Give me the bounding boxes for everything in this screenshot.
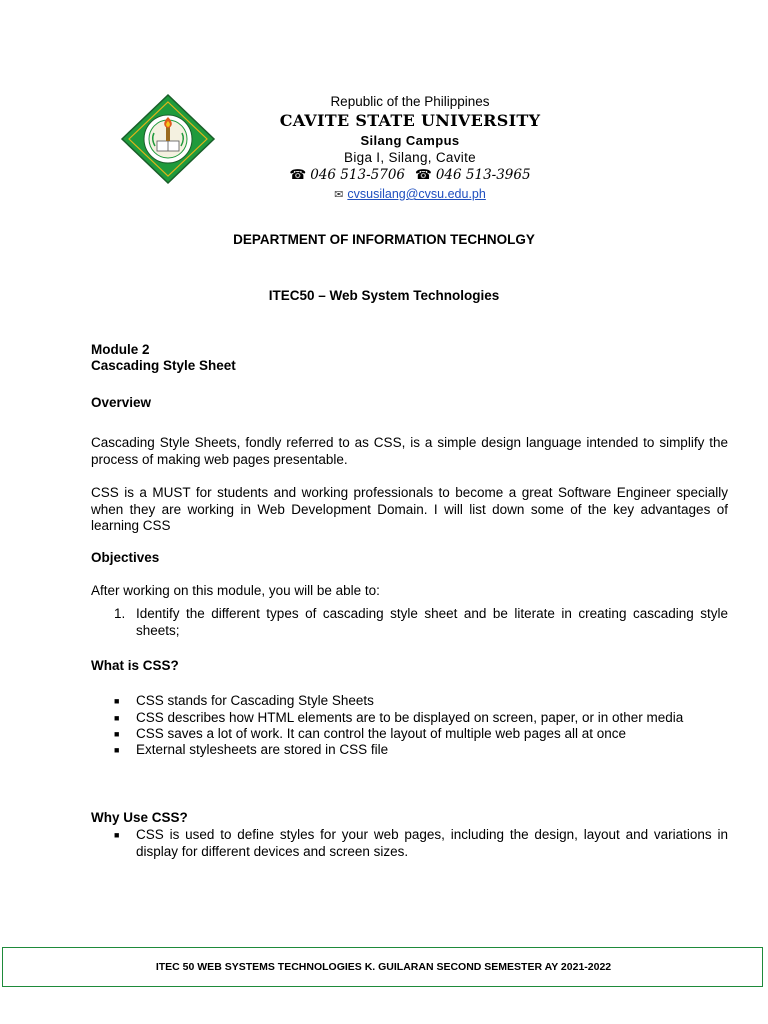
course-title: ITEC50 – Web System Technologies bbox=[268, 288, 500, 303]
bullet-icon: ■ bbox=[114, 713, 120, 723]
list-item: CSS saves a lot of work. It can control the layout of multiple web pages all at once bbox=[136, 726, 627, 741]
phone-icon: ☎ bbox=[415, 167, 432, 183]
department-title: DEPARTMENT OF INFORMATION TECHNOLGY bbox=[233, 232, 535, 247]
bullet-icon: ■ bbox=[114, 729, 120, 739]
university-name: CAVITE STATE UNIVERSITY bbox=[279, 111, 541, 130]
overview-paragraph-1: Cascading Style Sheets, fondly referred to as CSS, is a simple design language intended to simplify the process of making web pages presentable. bbox=[91, 435, 728, 467]
objectives-heading: Objectives bbox=[91, 550, 160, 565]
campus-name: Silang Campus bbox=[360, 133, 460, 148]
email-line bbox=[190, 187, 630, 201]
email-link[interactable]: cvsusilang@cvsu.edu.ph bbox=[347, 187, 486, 201]
phone-number-1: 046 513-5706 bbox=[310, 167, 405, 183]
phone-icon: ☎ bbox=[289, 167, 307, 183]
module-title: Cascading Style Sheet bbox=[91, 358, 236, 373]
overview-heading: Overview bbox=[91, 395, 152, 410]
objective-number: 1. bbox=[114, 606, 126, 621]
phone-line bbox=[190, 167, 630, 183]
footer-box bbox=[2, 947, 763, 987]
objective-item: Identify the different types of cascading style sheet and be literate in creating cascading style sheets; bbox=[136, 606, 728, 638]
phone-number-2: 046 513-3965 bbox=[435, 167, 531, 183]
list-item: CSS describes how HTML elements are to be displayed on screen, paper, or in other media bbox=[136, 710, 684, 725]
footer-text: ITEC 50 WEB SYSTEMS TECHNOLOGIES K. GUILARAN SECOND SEMESTER AY 2021-2022 bbox=[155, 961, 612, 973]
list-item: CSS is used to define styles for your web pages, including the design, layout and variations in display for different devices and screen sizes. bbox=[136, 827, 728, 859]
objectives-intro: After working on this module, you will be able to: bbox=[91, 583, 380, 598]
envelope-icon: ✉ bbox=[334, 189, 344, 201]
bullet-icon: ■ bbox=[114, 830, 120, 840]
campus-address: Biga I, Silang, Cavite bbox=[344, 150, 476, 165]
bullet-icon: ■ bbox=[114, 745, 120, 755]
module-number: Module 2 bbox=[91, 342, 150, 357]
why-use-css-heading: Why Use CSS? bbox=[91, 810, 188, 825]
overview-paragraph-2: CSS is a MUST for students and working professionals to become a great Software Engineer specially when they are working in Web Development Domain. I will list down some of the key advantages of learning CSS bbox=[91, 485, 728, 533]
list-item: CSS stands for Cascading Style Sheets bbox=[136, 693, 374, 708]
bullet-icon: ■ bbox=[114, 696, 120, 706]
republic-line: Republic of the Philippines bbox=[330, 94, 490, 109]
list-item: External stylesheets are stored in CSS file bbox=[136, 742, 389, 757]
what-is-css-heading: What is CSS? bbox=[91, 658, 179, 673]
